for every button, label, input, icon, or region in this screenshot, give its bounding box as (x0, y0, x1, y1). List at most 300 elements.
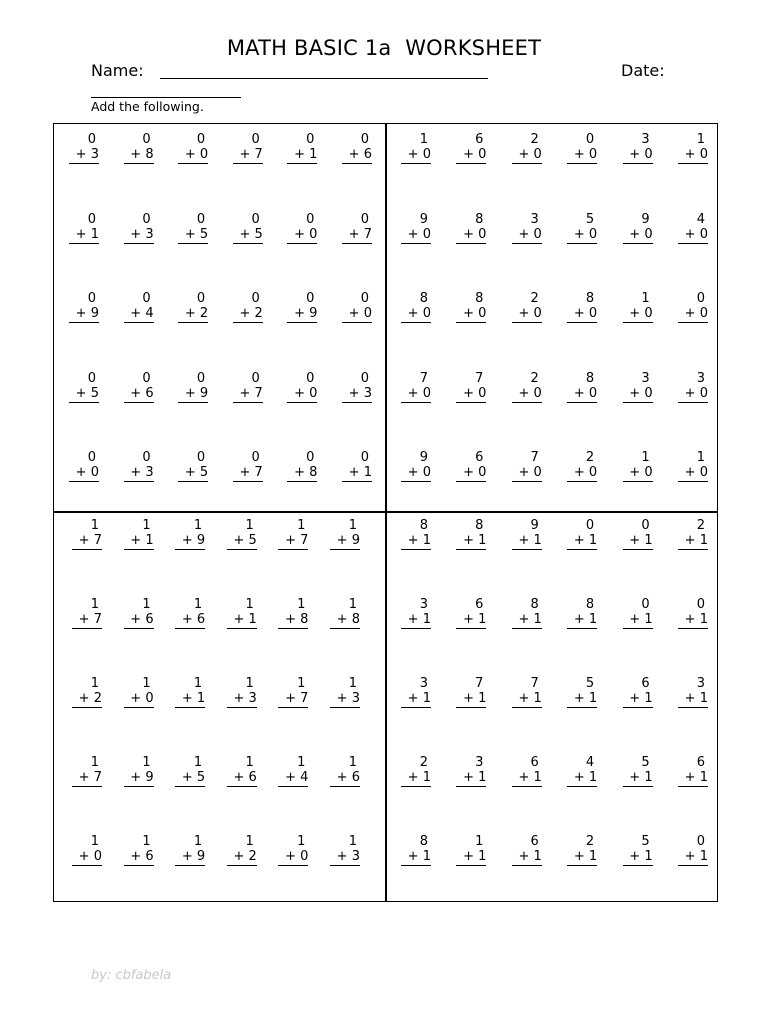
addend-bottom (124, 227, 154, 244)
plus-sign: + (629, 770, 641, 785)
addend-bottom (623, 691, 653, 708)
addend-bottom (69, 306, 99, 323)
plus-sign: + (629, 147, 641, 162)
addition-problem (401, 834, 431, 866)
addend-bottom (330, 691, 360, 708)
addend-top: 6 (475, 450, 484, 465)
plus-sign: + (518, 465, 530, 480)
addition-problem (512, 212, 542, 244)
addend-bottom-value: 3 (351, 849, 360, 864)
addend-bottom-value: 1 (478, 612, 487, 627)
plus-sign: + (573, 691, 585, 706)
plus-sign: + (573, 465, 585, 480)
addend-bottom (456, 227, 486, 244)
addend-bottom (330, 770, 360, 787)
addend-bottom-value: 1 (478, 770, 487, 785)
addend-bottom (227, 770, 257, 787)
addend-top: 0 (87, 132, 96, 147)
addition-problem (69, 371, 99, 403)
addend-bottom-value: 3 (145, 465, 154, 480)
plus-sign: + (285, 770, 296, 785)
addend-top: 0 (641, 518, 650, 533)
addend-top: 7 (475, 676, 484, 691)
addition-problem (342, 371, 372, 403)
addend-bottom (456, 691, 486, 708)
addition-problem (287, 212, 317, 244)
addition-problem (342, 291, 372, 323)
addend-bottom (401, 533, 431, 550)
addend-top: 1 (348, 834, 357, 849)
addend-bottom (678, 465, 708, 482)
plus-sign: + (285, 691, 296, 706)
plus-sign: + (336, 770, 348, 785)
plus-sign: + (629, 306, 641, 321)
addend-bottom (567, 227, 597, 244)
addition-problem (330, 597, 360, 629)
addend-bottom (287, 306, 317, 323)
plus-sign: + (684, 533, 696, 548)
addend-bottom-value: 0 (699, 147, 708, 162)
plus-sign: + (181, 533, 193, 548)
plus-sign: + (573, 306, 585, 321)
addend-bottom-value: 9 (145, 770, 154, 785)
addend-bottom-value: 2 (199, 306, 209, 321)
addition-problem (175, 597, 205, 629)
addition-problem (178, 450, 208, 482)
addition-problem (678, 450, 708, 482)
plus-sign: + (463, 465, 474, 480)
addend-top: 1 (245, 676, 254, 691)
addend-bottom-value: 9 (196, 533, 206, 548)
plus-sign: + (629, 612, 641, 627)
addend-top: 8 (475, 291, 484, 306)
addend-top: 1 (475, 834, 484, 849)
addition-problem (401, 676, 431, 708)
addition-problem (401, 132, 431, 164)
addend-bottom-value: 0 (422, 465, 431, 480)
addend-bottom-value: 0 (478, 385, 487, 401)
addend-bottom (72, 612, 102, 629)
addend-top: 0 (87, 370, 96, 386)
addend-bottom (401, 306, 431, 323)
addend-bottom (69, 147, 99, 164)
addend-bottom-value: 9 (199, 385, 209, 401)
addition-problem (512, 291, 542, 323)
plus-sign: + (463, 691, 474, 706)
plus-sign: + (75, 306, 87, 321)
addend-top: 7 (530, 676, 539, 691)
addend-bottom (124, 849, 154, 866)
addend-bottom-value: 0 (588, 306, 598, 321)
addend-bottom (124, 770, 154, 787)
addition-problem (623, 597, 653, 629)
plus-sign: + (294, 147, 305, 162)
plus-sign: + (233, 849, 245, 864)
addend-bottom-value: 0 (588, 226, 598, 242)
addend-bottom (342, 227, 372, 244)
addition-problem (124, 518, 154, 550)
addend-bottom-value: 8 (145, 147, 154, 162)
addend-bottom (287, 386, 317, 403)
addition-problem (401, 450, 431, 482)
plus-sign: + (130, 849, 142, 864)
addend-bottom-value: 0 (422, 147, 431, 162)
plus-sign: + (233, 691, 245, 706)
quadrant-bottom-left (53, 512, 386, 902)
addend-top: 0 (196, 291, 206, 306)
addition-problem (175, 755, 205, 787)
addend-top: 1 (348, 676, 357, 691)
addend-bottom (623, 770, 653, 787)
addend-bottom (678, 770, 708, 787)
addend-bottom-value: 4 (300, 770, 309, 785)
plus-sign: + (184, 385, 196, 401)
addition-problem (512, 597, 542, 629)
addition-problem (567, 597, 597, 629)
addend-top: 0 (142, 291, 151, 306)
addition-problem (401, 597, 431, 629)
addition-problem (124, 212, 154, 244)
addend-bottom (678, 533, 708, 550)
addition-problem (72, 755, 102, 787)
plus-sign: + (336, 612, 348, 627)
plus-sign: + (130, 147, 142, 162)
plus-sign: + (239, 465, 251, 480)
addend-bottom-value: 3 (90, 147, 99, 162)
plus-sign: + (463, 612, 474, 627)
addend-bottom (456, 386, 486, 403)
addend-bottom (178, 306, 208, 323)
plus-sign: + (130, 533, 142, 548)
addend-bottom (175, 533, 205, 550)
addition-problem (567, 450, 597, 482)
addition-problem (178, 212, 208, 244)
plus-sign: + (407, 612, 419, 627)
addend-bottom-value: 1 (699, 533, 708, 548)
name-blank-line[interactable] (160, 78, 488, 79)
addition-problem (330, 755, 360, 787)
plus-sign: + (629, 849, 641, 864)
addend-bottom-value: 1 (422, 770, 431, 785)
addend-bottom-value: 0 (588, 465, 598, 480)
addend-bottom-value: 1 (90, 226, 99, 242)
plus-sign: + (518, 770, 530, 785)
plus-sign: + (78, 533, 90, 548)
addend-bottom (287, 227, 317, 244)
addend-top: 2 (696, 518, 705, 533)
addend-top: 1 (245, 755, 254, 770)
plus-sign: + (75, 465, 87, 480)
addend-bottom (178, 465, 208, 482)
plus-sign: + (181, 691, 193, 706)
addition-problem (227, 755, 257, 787)
plus-sign: + (239, 385, 251, 401)
addend-top: 1 (245, 597, 254, 612)
addend-bottom-value: 0 (644, 465, 653, 480)
addition-problem (278, 518, 308, 550)
addition-problem (330, 518, 360, 550)
addend-top: 0 (196, 211, 206, 227)
addend-bottom (233, 386, 263, 403)
addend-top: 1 (142, 597, 151, 612)
plus-sign: + (407, 465, 419, 480)
addend-top: 1 (193, 755, 203, 770)
addend-bottom-value: 2 (248, 849, 257, 864)
addend-bottom-value: 0 (478, 465, 487, 480)
addend-bottom (456, 147, 486, 164)
addend-bottom (567, 306, 597, 323)
plus-sign: + (463, 770, 474, 785)
addition-problem (227, 834, 257, 866)
addend-bottom (567, 533, 597, 550)
addition-problem (72, 518, 102, 550)
addend-bottom-value: 6 (145, 385, 154, 401)
plus-sign: + (239, 147, 251, 162)
plus-sign: + (573, 385, 585, 401)
addition-problem (567, 755, 597, 787)
addend-bottom (342, 465, 372, 482)
addition-problem (623, 834, 653, 866)
addend-bottom-value: 1 (248, 612, 257, 627)
addend-top: 0 (87, 450, 96, 465)
addend-bottom (678, 227, 708, 244)
addend-bottom-value: 3 (351, 691, 360, 706)
plus-sign: + (463, 147, 474, 162)
addend-bottom-value: 0 (145, 691, 154, 706)
addend-top: 0 (142, 132, 151, 147)
addend-bottom-value: 1 (699, 849, 708, 864)
addend-top: 6 (641, 676, 650, 691)
addend-top: 1 (348, 755, 357, 770)
addend-top: 0 (142, 211, 151, 227)
addition-problem (567, 676, 597, 708)
addend-bottom-value: 0 (699, 385, 708, 401)
addition-problem (69, 450, 99, 482)
plus-sign: + (684, 691, 696, 706)
addend-bottom (678, 612, 708, 629)
plus-sign: + (629, 465, 641, 480)
addend-bottom (124, 691, 154, 708)
addition-problem (287, 132, 317, 164)
addend-bottom-value: 0 (300, 849, 309, 864)
plus-sign: + (463, 533, 474, 548)
addend-top: 3 (419, 597, 428, 612)
addition-problem (567, 518, 597, 550)
addend-top: 0 (360, 450, 369, 465)
plus-sign: + (407, 691, 419, 706)
addend-bottom-value: 1 (196, 691, 206, 706)
addend-bottom-value: 3 (363, 385, 372, 401)
addend-bottom-value: 3 (248, 691, 257, 706)
addend-bottom-value: 0 (644, 385, 653, 401)
addend-bottom-value: 5 (248, 533, 257, 548)
addend-bottom-value: 5 (254, 226, 263, 242)
addition-problem (678, 371, 708, 403)
addend-top: 6 (475, 132, 484, 147)
addition-problem (278, 597, 308, 629)
addend-bottom-value: 9 (196, 849, 206, 864)
plus-sign: + (463, 385, 474, 401)
plus-sign: + (407, 849, 419, 864)
addition-problem (567, 212, 597, 244)
addend-top: 0 (696, 834, 705, 849)
addition-problem (456, 450, 486, 482)
addition-problem (72, 834, 102, 866)
plus-sign: + (348, 147, 360, 162)
addition-problem (401, 371, 431, 403)
addend-top: 3 (419, 676, 428, 691)
plus-sign: + (629, 226, 641, 242)
addend-top: 8 (585, 597, 595, 612)
addend-bottom-value: 0 (363, 306, 372, 321)
quadrant-top-right (386, 123, 718, 512)
addend-top: 0 (306, 291, 315, 306)
addend-bottom (623, 227, 653, 244)
addition-problem (567, 132, 597, 164)
addend-top: 7 (475, 370, 484, 386)
addend-top: 8 (419, 518, 428, 533)
addition-problem (233, 132, 263, 164)
plus-sign: + (75, 147, 87, 162)
date-label: Date: (621, 61, 665, 80)
plus-sign: + (518, 612, 530, 627)
addend-bottom (330, 533, 360, 550)
addend-bottom (678, 147, 708, 164)
addition-problem (342, 212, 372, 244)
addend-bottom-value: 9 (309, 306, 318, 321)
addend-bottom (178, 227, 208, 244)
addition-problem (72, 597, 102, 629)
plus-sign: + (684, 385, 696, 401)
addition-problem (401, 212, 431, 244)
addition-problem (678, 597, 708, 629)
addition-problem (69, 212, 99, 244)
addend-top: 8 (475, 518, 484, 533)
addend-top: 1 (245, 518, 254, 533)
addend-bottom-value: 7 (300, 691, 309, 706)
addend-bottom-value: 1 (588, 691, 598, 706)
addend-bottom-value: 1 (422, 533, 431, 548)
addend-bottom-value: 1 (588, 770, 598, 785)
addition-problem (330, 676, 360, 708)
addend-bottom-value: 0 (309, 385, 318, 401)
addend-bottom (623, 465, 653, 482)
addition-problem (456, 212, 486, 244)
addition-problem (456, 597, 486, 629)
addend-top: 6 (530, 755, 539, 770)
addend-bottom (512, 147, 542, 164)
addition-problem (623, 291, 653, 323)
addend-top: 7 (419, 370, 428, 386)
addend-bottom (401, 227, 431, 244)
addition-problem (287, 450, 317, 482)
plus-sign: + (78, 691, 90, 706)
addend-bottom (456, 533, 486, 550)
date-blank-line[interactable] (91, 97, 241, 98)
addend-top: 4 (696, 211, 705, 227)
addend-bottom (567, 849, 597, 866)
addend-bottom-value: 1 (478, 849, 487, 864)
plus-sign: + (294, 226, 305, 242)
plus-sign: + (336, 533, 348, 548)
addend-bottom-value: 2 (254, 306, 263, 321)
plus-sign: + (233, 770, 245, 785)
addend-bottom (233, 306, 263, 323)
plus-sign: + (130, 691, 142, 706)
addend-bottom (512, 227, 542, 244)
addend-bottom-value: 1 (422, 691, 431, 706)
plus-sign: + (78, 612, 90, 627)
addend-bottom-value: 6 (145, 849, 154, 864)
addition-problem (401, 518, 431, 550)
plus-sign: + (184, 465, 196, 480)
addend-bottom-value: 1 (644, 691, 653, 706)
addend-top: 0 (251, 370, 260, 386)
quadrant-top-left (53, 123, 386, 512)
addend-top: 0 (585, 132, 595, 147)
addend-top: 0 (196, 370, 206, 386)
addend-top: 1 (696, 450, 705, 465)
plus-sign: + (294, 385, 305, 401)
addition-problem (233, 450, 263, 482)
addend-bottom (456, 770, 486, 787)
addend-top: 4 (585, 755, 595, 770)
addend-top: 8 (530, 597, 539, 612)
addend-bottom-value: 0 (422, 306, 431, 321)
addition-problem (175, 834, 205, 866)
addition-problem (124, 450, 154, 482)
plus-sign: + (294, 465, 305, 480)
addend-bottom-value: 1 (422, 849, 431, 864)
addend-bottom (330, 849, 360, 866)
addend-top: 0 (142, 370, 151, 386)
addend-bottom-value: 7 (363, 226, 372, 242)
plus-sign: + (233, 612, 245, 627)
addition-problem (287, 371, 317, 403)
addend-top: 0 (251, 450, 260, 465)
addend-bottom (69, 465, 99, 482)
addend-bottom-value: 4 (145, 306, 154, 321)
addend-top: 1 (142, 834, 151, 849)
plus-sign: + (684, 306, 696, 321)
plus-sign: + (518, 226, 530, 242)
plus-sign: + (684, 849, 696, 864)
addend-top: 1 (297, 676, 306, 691)
addend-bottom (342, 306, 372, 323)
plus-sign: + (463, 306, 474, 321)
addend-top: 3 (475, 755, 484, 770)
quadrant-bottom-right (386, 512, 718, 902)
plus-sign: + (407, 533, 419, 548)
plus-sign: + (348, 306, 360, 321)
addend-bottom (401, 691, 431, 708)
addend-bottom (567, 770, 597, 787)
addend-bottom-value: 0 (588, 385, 598, 401)
addend-bottom-value: 7 (254, 465, 263, 480)
addend-top: 8 (585, 370, 595, 386)
plus-sign: + (518, 385, 530, 401)
addend-bottom (175, 691, 205, 708)
addend-top: 1 (193, 597, 203, 612)
addend-top: 6 (530, 834, 539, 849)
addend-bottom (623, 533, 653, 550)
addition-problem (567, 834, 597, 866)
addition-problem (456, 291, 486, 323)
addend-top: 1 (90, 518, 99, 533)
plus-sign: + (130, 385, 142, 401)
addend-bottom (175, 770, 205, 787)
plus-sign: + (181, 770, 193, 785)
